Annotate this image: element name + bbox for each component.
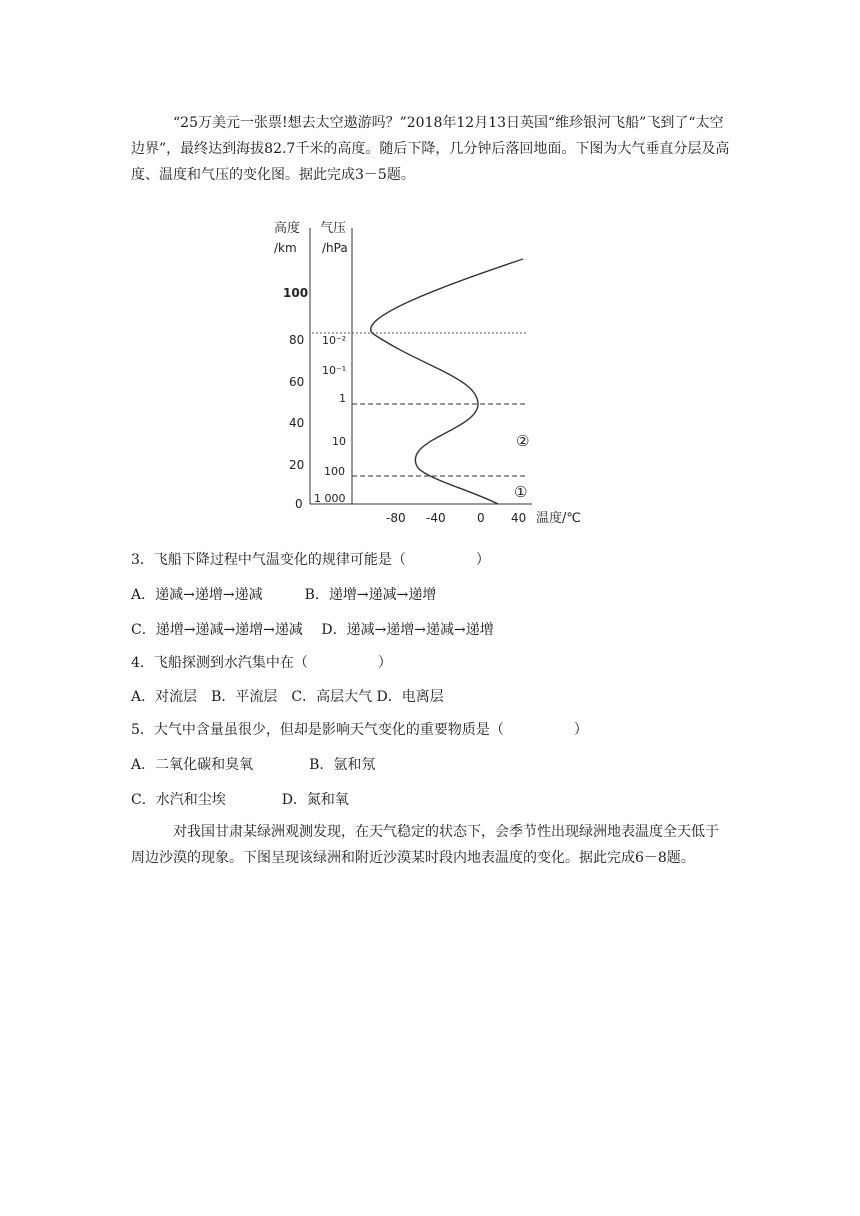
pressure-tick-100: 100 [324,465,345,478]
intro-paragraph: “25万美元一张票!想去太空遨游吗？”2018年12月13日英国“维珍银河飞船”飞到了“太空边界”，最终达到海拔82.7千米的高度。随后下降，几分钟后落回地面。下图为大气垂直分层及高度、温度和气压的变化图。据此完成3－5题。 [131,115,730,183]
pressure-tick-0.01: 10⁻² [322,334,347,347]
question-5-options-cd: C．水汽和尘埃 D．氮和氧 [131,792,349,808]
height-tick-80: 80 [289,333,305,347]
pressure-axis-label: 气压 [320,221,347,236]
temp-tick-neg80: -80 [386,511,406,525]
height-tick-100: 100 [283,286,309,300]
closing-paragraph: 对我国甘肃某绿洲观测发现，在天气稳定的状态下，会季节性出现绿洲地表温度全天低于周边沙漠的现象。下图呈现该绿洲和附近沙漠某时段内地表温度的变化。据此完成6－8题。 [131,824,719,866]
pressure-tick-1: 1 [339,392,346,405]
height-tick-40: 40 [289,416,305,430]
question-5-stem: 5．大气中含量虽很少，但却是影响天气变化的重要物质是（ ） [131,722,588,738]
height-axis-unit: /km [274,241,297,255]
pressure-tick-1000: 1 000 [314,492,346,505]
height-tick-0: 0 [295,497,303,511]
question-5-options-ab: A．二氧化碳和臭氧 B．氩和氖 [131,757,376,773]
height-tick-20: 20 [289,458,305,472]
temp-tick-0: 0 [477,511,485,525]
question-4-options: A．对流层 B．平流层 C．高层大气 D．电离层 [131,689,444,705]
height-tick-60: 60 [289,375,305,389]
question-3-options-ab: A．递减→递增→递减 B．递增→递减→递增 [131,587,437,603]
temp-tick-40: 40 [511,511,527,525]
temperature-curve [371,259,523,504]
temperature-axis-label: 温度/℃ [536,511,581,526]
question-4-stem: 4．飞船探测到水汽集中在（ ） [131,655,392,671]
layer-mark-2: ② [516,432,530,450]
question-3-stem: 3．飞船下降过程中气温变化的规律可能是（ ） [131,552,490,568]
temp-tick-neg40: -40 [426,511,446,525]
pressure-tick-0.1: 10⁻¹ [322,364,347,377]
question-3-options-cd: C．递增→递减→递增→递减 D．递减→递增→递减→递增 [131,622,494,638]
pressure-axis-unit: /hPa [322,241,348,255]
height-axis-label: 高度 [274,221,301,236]
pressure-tick-10: 10 [332,435,346,448]
layer-mark-1: ① [514,483,528,501]
